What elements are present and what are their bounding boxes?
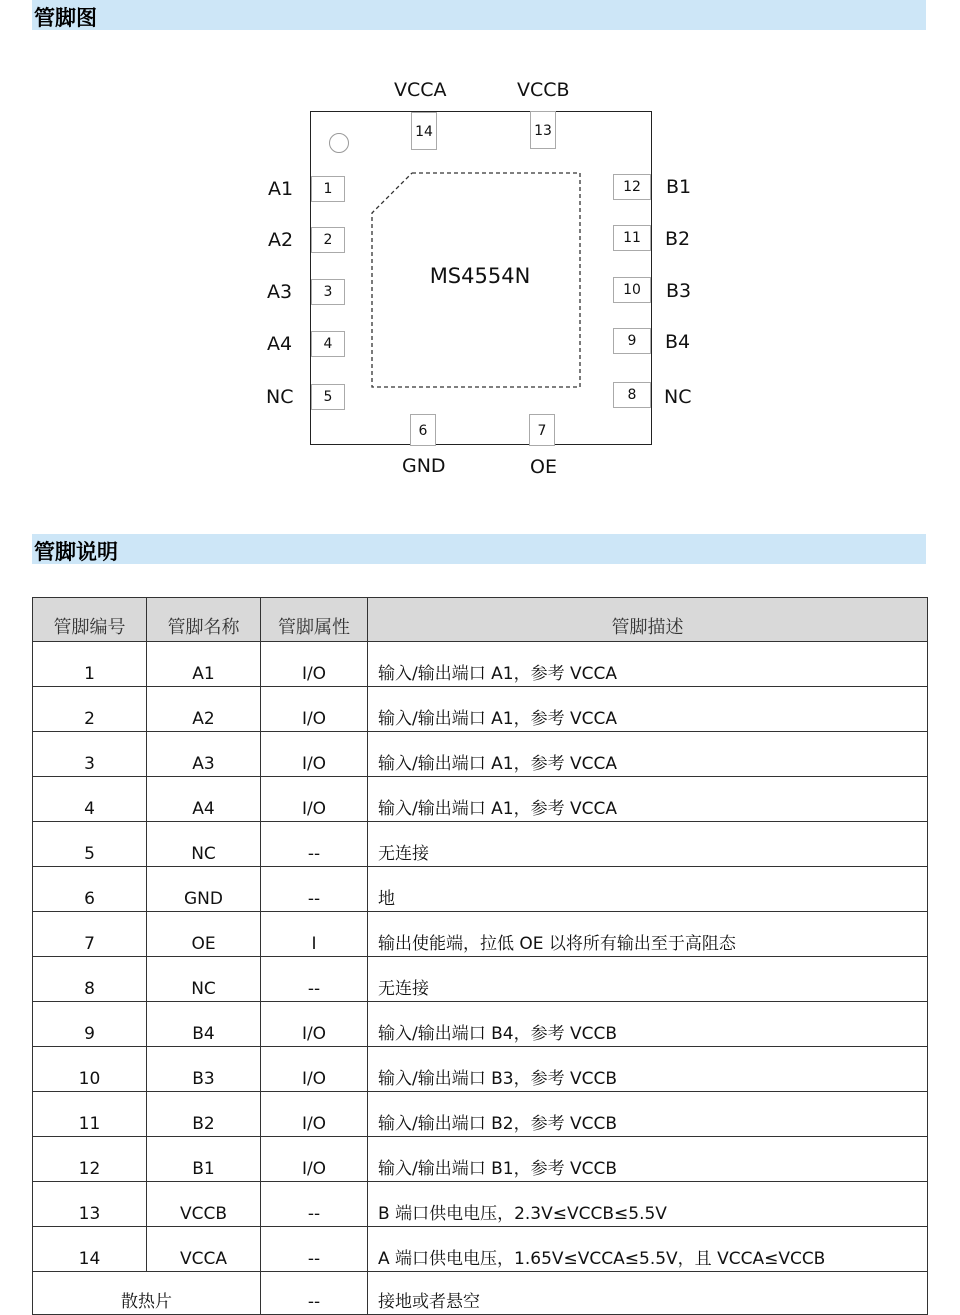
pin-pad-9: 9	[613, 328, 651, 354]
pin-attribute-cell: I/O	[261, 1047, 368, 1092]
pin-label-a2: A2	[268, 229, 294, 251]
pin-number-cell: 7	[33, 912, 147, 957]
pin-name-cell: A3	[147, 732, 261, 777]
pin-attribute-cell: --	[261, 822, 368, 867]
pin-number-cell: 2	[33, 687, 147, 732]
table-row-heatsink	[33, 1272, 928, 1315]
pin-label-a4: A4	[267, 333, 293, 355]
pin-description-cell: 输入/输出端口 A1，参考 VCCA	[368, 687, 928, 732]
table-row	[33, 957, 928, 1002]
section-header-pin-description	[32, 534, 926, 564]
pin-pad-11: 11	[613, 225, 651, 251]
header-pin-number: 管脚编号	[33, 598, 147, 642]
pin-pad-14: 14	[411, 112, 437, 150]
pin-description-cell: 输入/输出端口 B1，参考 VCCB	[368, 1137, 928, 1182]
section-title: 管脚说明	[34, 540, 118, 564]
pin-name-cell: VCCB	[147, 1182, 261, 1227]
pin-number-cell: 13	[33, 1182, 147, 1227]
exposed-pad-outline	[0, 0, 960, 500]
pin-label-gnd: GND	[402, 455, 446, 477]
pin-label-b3: B3	[666, 280, 692, 302]
pin-number-cell: 5	[33, 822, 147, 867]
pin-label-nc-right: NC	[664, 386, 692, 408]
pin-number-cell: 9	[33, 1002, 147, 1047]
table-row	[33, 867, 928, 912]
table-row	[33, 1002, 928, 1047]
pin-description-table	[32, 597, 928, 1315]
pin-pad-1: 1	[311, 176, 345, 202]
pin-number-cell: 1	[33, 642, 147, 687]
pin-attribute-cell: I/O	[261, 1092, 368, 1137]
pin-label-a3: A3	[267, 281, 293, 303]
heatsink-label-cell: 散热片	[33, 1272, 261, 1315]
pin-attribute-cell: I/O	[261, 687, 368, 732]
pin-description-cell: 无连接	[368, 822, 928, 867]
pin-attribute-cell: I/O	[261, 1137, 368, 1182]
pin-attribute-cell: I/O	[261, 777, 368, 822]
pin-description-cell: B 端口供电电压，2.3V≤VCCB≤5.5V	[368, 1182, 928, 1227]
pin-attribute-cell: I/O	[261, 642, 368, 687]
table-row	[33, 1182, 928, 1227]
pin-label-b1: B1	[666, 176, 692, 198]
header-pin-name: 管脚名称	[147, 598, 261, 642]
pin-name-cell: NC	[147, 957, 261, 1002]
pin-pad-10: 10	[613, 277, 651, 303]
table-row	[33, 732, 928, 777]
pin-pad-5: 5	[311, 384, 345, 410]
chip-name: MS4554N	[429, 264, 531, 288]
pin-name-cell: GND	[147, 867, 261, 912]
pin-description-cell: 无连接	[368, 957, 928, 1002]
pin-description-cell: 输出使能端，拉低 OE 以将所有输出至于高阻态	[368, 912, 928, 957]
table-row	[33, 1227, 928, 1272]
pin-name-cell: OE	[147, 912, 261, 957]
header-pin-description: 管脚描述	[368, 598, 928, 642]
pin-attribute-cell: --	[261, 1182, 368, 1227]
pin-label-a1: A1	[268, 178, 294, 200]
pin-pad-8: 8	[613, 382, 651, 408]
pin-pad-6: 6	[410, 414, 436, 446]
table-row	[33, 1092, 928, 1137]
table-row	[33, 642, 928, 687]
pin-name-cell: B3	[147, 1047, 261, 1092]
pin-attribute-cell: I/O	[261, 1002, 368, 1047]
pin-label-oe: OE	[530, 456, 557, 478]
table-row	[33, 912, 928, 957]
pin-description-cell: 输入/输出端口 B2，参考 VCCB	[368, 1092, 928, 1137]
pin-number-cell: 14	[33, 1227, 147, 1272]
pin-description-cell: 输入/输出端口 A1，参考 VCCA	[368, 732, 928, 777]
pin-attribute-cell: --	[261, 957, 368, 1002]
pin-pad-2: 2	[311, 227, 345, 253]
pin-attribute-cell: --	[261, 1227, 368, 1272]
pin-description-cell: 地	[368, 867, 928, 912]
pin-name-cell: B1	[147, 1137, 261, 1182]
table-row	[33, 777, 928, 822]
pin-name-cell: B4	[147, 1002, 261, 1047]
pin-number-cell: 6	[33, 867, 147, 912]
pin-description-cell: 输入/输出端口 B3，参考 VCCB	[368, 1047, 928, 1092]
pin-name-cell: B2	[147, 1092, 261, 1137]
pin-description-cell: 输入/输出端口 A1，参考 VCCA	[368, 777, 928, 822]
section-title: 管脚图	[34, 6, 97, 30]
header-pin-attribute: 管脚属性	[261, 598, 368, 642]
pin-attribute-cell: --	[261, 867, 368, 912]
pin-attribute-cell: I	[261, 912, 368, 957]
pin-label-b4: B4	[665, 331, 691, 353]
pin-label-vccb: VCCB	[517, 79, 570, 101]
pin-description-cell: 接地或者悬空	[368, 1272, 928, 1315]
pin-pad-12: 12	[613, 174, 651, 200]
table-row	[33, 1047, 928, 1092]
pin-number-cell: 8	[33, 957, 147, 1002]
pin-name-cell: A2	[147, 687, 261, 732]
pin-description-cell: A 端口供电电压，1.65V≤VCCA≤5.5V，且 VCCA≤VCCB	[368, 1227, 928, 1272]
pin-name-cell: VCCA	[147, 1227, 261, 1272]
table-row	[33, 822, 928, 867]
pin-name-cell: NC	[147, 822, 261, 867]
pin-number-cell: 4	[33, 777, 147, 822]
pin-pad-7: 7	[529, 414, 555, 446]
pin-number-cell: 11	[33, 1092, 147, 1137]
pin-description-cell: 输入/输出端口 A1，参考 VCCA	[368, 642, 928, 687]
pin-number-cell: 12	[33, 1137, 147, 1182]
pin-label-nc-left: NC	[266, 386, 294, 408]
table-header-row	[33, 598, 928, 642]
pin-number-cell: 10	[33, 1047, 147, 1092]
table-row	[33, 1137, 928, 1182]
pin-attribute-cell: I/O	[261, 732, 368, 777]
pin-name-cell: A1	[147, 642, 261, 687]
pin-label-vcca: VCCA	[394, 79, 447, 101]
pin-label-b2: B2	[665, 228, 691, 250]
pin-pad-4: 4	[311, 331, 345, 357]
pin-pad-3: 3	[311, 279, 345, 305]
pin-number-cell: 3	[33, 732, 147, 777]
pin-name-cell: A4	[147, 777, 261, 822]
table-row	[33, 687, 928, 732]
pin-diagram	[0, 0, 960, 500]
pin-description-cell: 输入/输出端口 B4，参考 VCCB	[368, 1002, 928, 1047]
pin-attribute-cell: --	[261, 1272, 368, 1315]
pin-pad-13: 13	[530, 111, 556, 149]
